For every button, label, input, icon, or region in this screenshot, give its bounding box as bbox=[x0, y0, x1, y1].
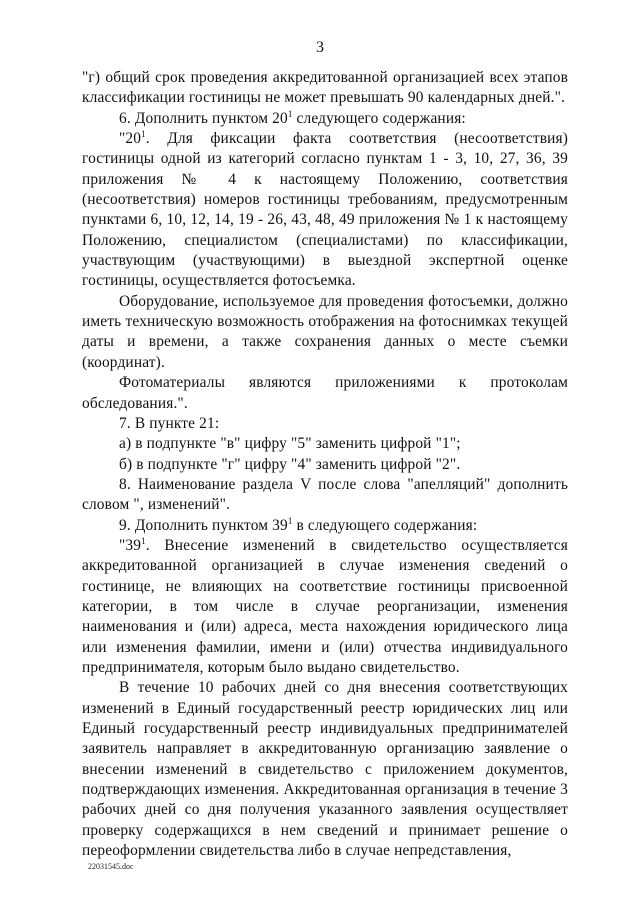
paragraph-item-8: 8. Наименование раздела V после слова "апелляций" дополнить словом ", изменений". bbox=[82, 475, 568, 514]
paragraph-item-6 bbox=[82, 109, 568, 129]
paragraph-text: следующего содержания: bbox=[292, 109, 466, 127]
paragraph-text: "20 bbox=[119, 130, 142, 148]
paragraph-item-7: 7. В пункте 21: bbox=[119, 414, 220, 432]
superscript-marker: 1 bbox=[141, 535, 146, 546]
paragraph-text: . Внесение изменений в свидетельство осуществляется аккредитованной организацией в случае изменения сведений о гостинице, не влияющих на соответствие гостиницы присвоенной категории, в том числе в случае реорганизации, изменения наименования и (или) адреса, места нахождения юридического лица или изменения фамилии, имени и (или) отчества индивидуального предпринимателя, которым было выдано свидетельство. bbox=[82, 536, 568, 676]
page-number: 3 bbox=[316, 39, 324, 56]
paragraph-item-g-continuation: "г) общий срок проведения аккредитованной организацией всех этапов классификации гостиницы не может превышать 90 календарных дней.". bbox=[82, 69, 568, 107]
paragraph-text: "39 bbox=[119, 536, 142, 554]
paragraph-text: . Для фиксации факта соответствия (несоответствия) гостиницы одной из категорий согласно пунктам 1 - 3, 10, 27, 36, 39 приложения № 4 к настоящему Положению, соответствия (несоответствия) номеров гостиницы требованиям, предусмотренным пунктами 6, 10, 12, 14, 19 - 26, 43, 48, 49 приложения № 1 к настоящему Положению, специалистом (специалистами) по классификации, участвующим (участвующими) в выездной экспертной оценке гостиницы, осуществляется фотосъемка. bbox=[82, 130, 568, 290]
document-body bbox=[82, 68, 568, 861]
paragraph-clause-20-1 bbox=[82, 129, 568, 292]
superscript-marker: 1 bbox=[287, 108, 293, 119]
paragraph-text: 6. Дополнить пунктом 20 bbox=[119, 109, 288, 127]
paragraph-photo-materials: Фотоматериалы являются приложениями к протоколам обследования.". bbox=[82, 374, 568, 412]
superscript-marker: 1 bbox=[141, 129, 146, 140]
paragraph-ten-days: В течение 10 рабочих дней со дня внесения соответствующих изменений в Единый государственный реестр юридических лиц или Единый государственный реестр индивидуальных предпринимателей заявитель направляет в аккредитованную организацию заявление о внесении изменений в свидетельство с приложением документов, подтверждающих изменения. Аккредитованная организация в течение 3 рабочих дней со дня получения указанного заявления осуществляет проверку содержащихся в нем сведений и принимает решение о переоформлении свидетельства либо в случае непредставления, bbox=[82, 679, 568, 860]
paragraph-item-9 bbox=[82, 516, 568, 536]
paragraph-clause-39-1 bbox=[82, 536, 568, 678]
paragraph-text: 9. Дополнить пунктом 39 bbox=[119, 516, 288, 534]
paragraph-item-7b: б) в подпункте "г" цифру "4" заменить цифрой "2". bbox=[119, 455, 461, 473]
document-file-name: 22031545.doc bbox=[88, 862, 134, 871]
paragraph-item-7a: а) в подпункте "в" цифру "5" заменить цифрой "1"; bbox=[119, 435, 461, 453]
paragraph-text: в следующего содержания: bbox=[292, 516, 478, 534]
superscript-marker: 1 bbox=[287, 515, 293, 526]
paragraph-equipment: Оборудование, используемое для проведения фотосъемки, должно иметь техническую возможность отображения на фотоснимках текущей даты и времени, а также сохранения данных о месте съемки (координат). bbox=[82, 292, 568, 371]
